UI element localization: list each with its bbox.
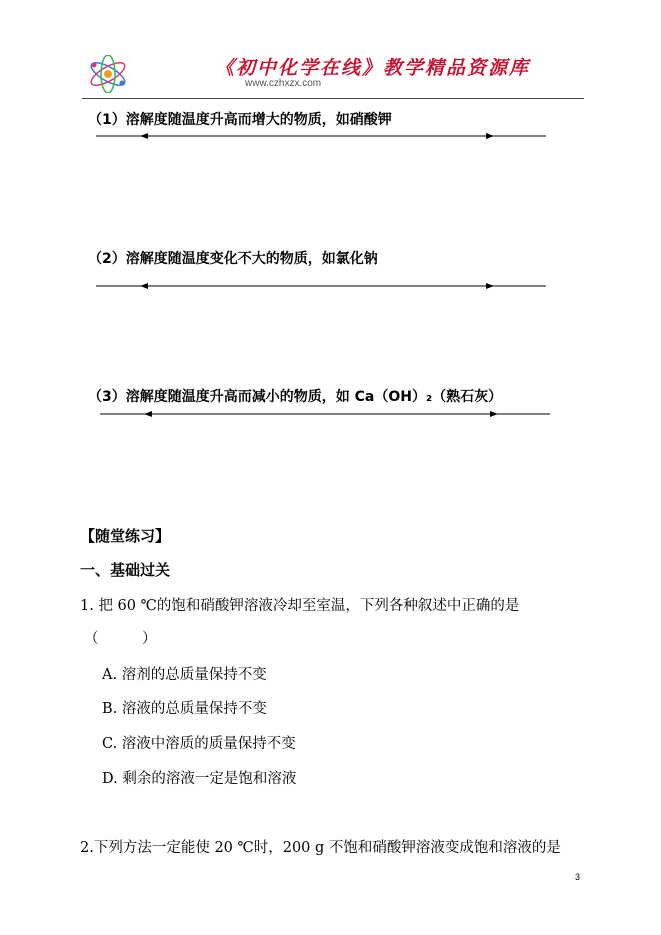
question-2-stem: 2.下列方法一定能使 20 ℃时，200 g 不饱和硝酸钾溶液变成饱和溶液的是 xyxy=(80,840,561,856)
atom-molecule-logo-icon xyxy=(86,55,130,93)
header-url[interactable]: www.czhxzx.com xyxy=(245,78,322,89)
question-1-option-b: B. 溶液的总质量保持不变 xyxy=(102,701,267,717)
practice-subtitle: 一、基础过关 xyxy=(80,561,171,579)
question-1-option-c: C. 溶液中溶质的质量保持不变 xyxy=(102,736,296,752)
header-title: 《初中化学在线》教学精品资源库 xyxy=(215,57,531,79)
question-1-stem: 1. 把 60 ℃的饱和硝酸钾溶液冷却至室温，下列各种叙述中正确的是 xyxy=(80,598,520,614)
double-arrow-line-1 xyxy=(96,130,548,142)
question-1-answer-blank: （ ） xyxy=(84,631,157,647)
question-1-option-d: D. 剩余的溶液一定是饱和溶液 xyxy=(102,771,297,787)
section-heading-3: （3）溶解度随温度升高而减小的物质，如 Ca（OH）₂（熟石灰） xyxy=(88,389,503,405)
question-1-option-a: A. 溶剂的总质量保持不变 xyxy=(102,667,267,683)
section-heading-1: （1）溶解度随温度升高而增大的物质，如硝酸钾 xyxy=(88,112,392,128)
double-arrow-line-2 xyxy=(96,280,548,292)
practice-title: 【随堂练习】 xyxy=(80,527,171,545)
header-divider xyxy=(82,98,584,99)
section-heading-2: （2）溶解度随温度变化不大的物质，如氯化钠 xyxy=(88,251,378,267)
double-arrow-line-3 xyxy=(100,408,552,420)
page-number: 3 xyxy=(575,872,581,882)
